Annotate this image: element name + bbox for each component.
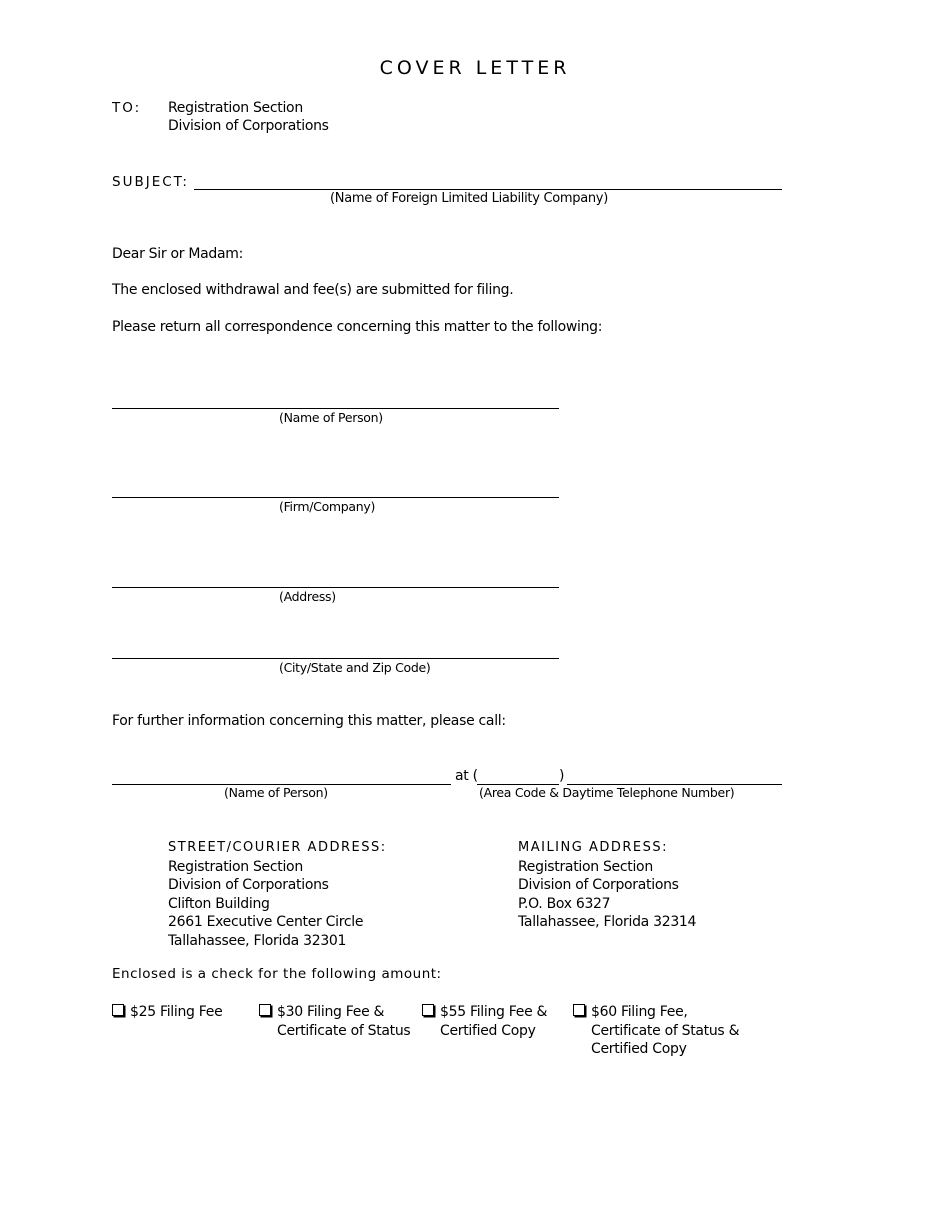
fee-option-detail: Certified Copy [591, 1041, 687, 1057]
paragraph-1: The enclosed withdrawal and fee(s) are submitted for filing. [112, 282, 514, 298]
to-line-1: Registration Section [168, 100, 303, 116]
contact-prompt: For further information concerning this matter, please call: [112, 713, 506, 729]
fee-option-detail: Certified Copy [440, 1022, 536, 1039]
subject-field[interactable] [194, 189, 782, 190]
name-of-person-caption: (Name of Person) [279, 410, 383, 425]
contact-name-caption: (Name of Person) [224, 785, 328, 800]
checkbox-icon[interactable] [259, 1004, 271, 1016]
phone-caption: (Area Code & Daytime Telephone Number) [479, 785, 735, 800]
to-line-2: Division of Corporations [168, 118, 329, 134]
fee-option-label: $25 Filing Fee [130, 1004, 223, 1020]
fee-option-label: $55 Filing Fee & [440, 1004, 548, 1020]
subject-caption: (Name of Foreign Limited Liability Company) [330, 191, 608, 206]
fee-option-label: $30 Filing Fee & [277, 1004, 385, 1020]
firm-company-caption: (Firm/Company) [279, 499, 376, 514]
subject-label: SUBJECT: [112, 174, 189, 190]
street-address-line: Tallahassee, Florida 32301 [168, 932, 347, 949]
fee-option-60[interactable] [573, 1003, 739, 1059]
checkbox-icon[interactable] [573, 1004, 585, 1016]
street-address-line: Registration Section [168, 858, 303, 875]
page-title: COVER LETTER [379, 57, 571, 79]
firm-company-field[interactable] [112, 497, 559, 498]
mailing-address-line: Tallahassee, Florida 32314 [518, 914, 697, 930]
salutation: Dear Sir or Madam: [112, 246, 244, 262]
close-paren: ) [559, 768, 565, 784]
mailing-address-line: Registration Section [518, 858, 653, 875]
checkbox-icon[interactable] [422, 1004, 434, 1016]
address-field[interactable] [112, 587, 559, 588]
fee-option-55[interactable] [422, 1003, 547, 1040]
street-address-block [168, 839, 387, 950]
fee-option-detail: Certificate of Status & [591, 1022, 740, 1039]
mailing-address-heading: MAILING ADDRESS: [518, 840, 668, 855]
mailing-address-block [518, 839, 696, 932]
mailing-address-line: P.O. Box 6327 [518, 895, 611, 912]
address-caption: (Address) [279, 589, 336, 604]
mailing-address-line: Division of Corporations [518, 877, 679, 893]
fee-option-25[interactable] [112, 1003, 222, 1022]
street-address-line: 2661 Executive Center Circle [168, 914, 364, 930]
to-label: TO: [112, 100, 142, 116]
enclosed-label: Enclosed is a check for the following amount: [112, 966, 442, 982]
fee-option-detail: Certificate of Status [277, 1022, 411, 1039]
name-of-person-field[interactable] [112, 408, 559, 409]
street-address-line: Division of Corporations [168, 877, 329, 893]
fee-option-30[interactable] [259, 1003, 410, 1040]
checkbox-icon[interactable] [112, 1004, 124, 1016]
city-state-zip-field[interactable] [112, 658, 559, 659]
city-state-zip-caption: (City/State and Zip Code) [279, 660, 431, 675]
fee-option-label: $60 Filing Fee, [591, 1004, 688, 1020]
at-label: at ( [455, 768, 478, 784]
street-address-line: Clifton Building [168, 895, 270, 912]
paragraph-2: Please return all correspondence concerning this matter to the following: [112, 319, 603, 335]
street-address-heading: STREET/COURIER ADDRESS: [168, 840, 387, 855]
